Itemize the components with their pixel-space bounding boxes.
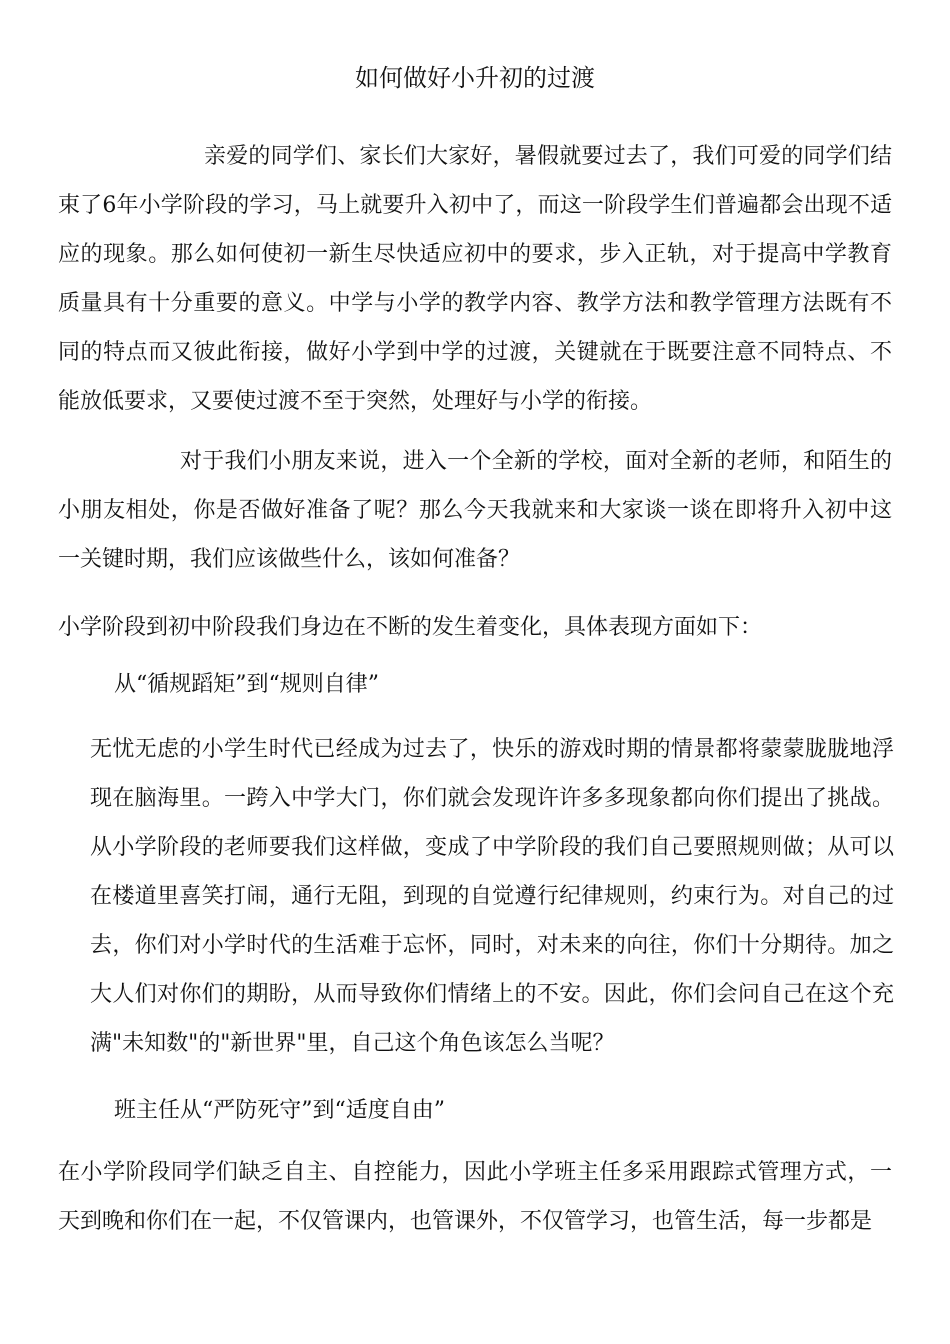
lead-paragraph: 小学阶段到初中阶段我们身边在不断的发生着变化，具体表现方面如下： xyxy=(58,615,763,640)
rules-body-paragraph: 无忧无虑的小学生时代已经成为过去了，快乐的游戏时期的情景都将蒙蒙胧胧地浮现在脑海里。一跨入中学大门，你们就会发现许许多多现象都向你们提出了挑战。从小学阶段的老师要我们这样做，变成了中学阶段的我们自己要照规则做；从可以在楼道里喜笑打闹，通行无阻，到现的自觉遵行纪律规则，约束行为。对自己的过去，你们对小学时代的生活难于忘怀，同时，对未来的向往，你们十分期待。加之大人们对你们的期盼，从而导致你们情绪上的不安。因此，你们会问自己在这个充满"未知数"的"新世界"里，自己这个角色该怎么当呢？ xyxy=(90,737,894,1056)
intro-paragraph: 亲爱的同学们、家长们大家好，暑假就要过去了，我们可爱的同学们结束了6年小学阶段的学习，马上就要升入初中了，而这一阶段学生们普遍都会出现不适应的现象。那么如何使初一新生尽快适应初中的要求，步入正轨，对于提高中学教育质量具有十分重要的意义。中学与小学的教学内容、教学方法和教学管理方法既有不同的特点而又彼此衔接，做好小学到中学的过渡，关键就在于既要注意不同特点、不能放低要求，又要使过渡不至于突然，处理好与小学的衔接。 xyxy=(58,144,892,414)
document-title: 如何做好小升初的过渡 xyxy=(355,64,595,92)
section-heading-rules: 从“循规蹈矩”到“规则自律” xyxy=(114,672,379,697)
section-heading-teacher: 班主任从“严防死守”到“适度自由” xyxy=(114,1098,445,1123)
question-paragraph: 对于我们小朋友来说，进入一个全新的学校，面对全新的老师，和陌生的小朋友相处，你是否做好准备了呢？那么今天我就来和大家谈一谈在即将升入初中这一关键时期，我们应该做些什么，该如何准备？ xyxy=(58,449,892,572)
teacher-body-paragraph: 在小学阶段同学们缺乏自主、自控能力，因此小学班主任多采用跟踪式管理方式，一天到晚和你们在一起，不仅管课内，也管课外，不仅管学习，也管生活，每一步都是 xyxy=(58,1160,892,1234)
